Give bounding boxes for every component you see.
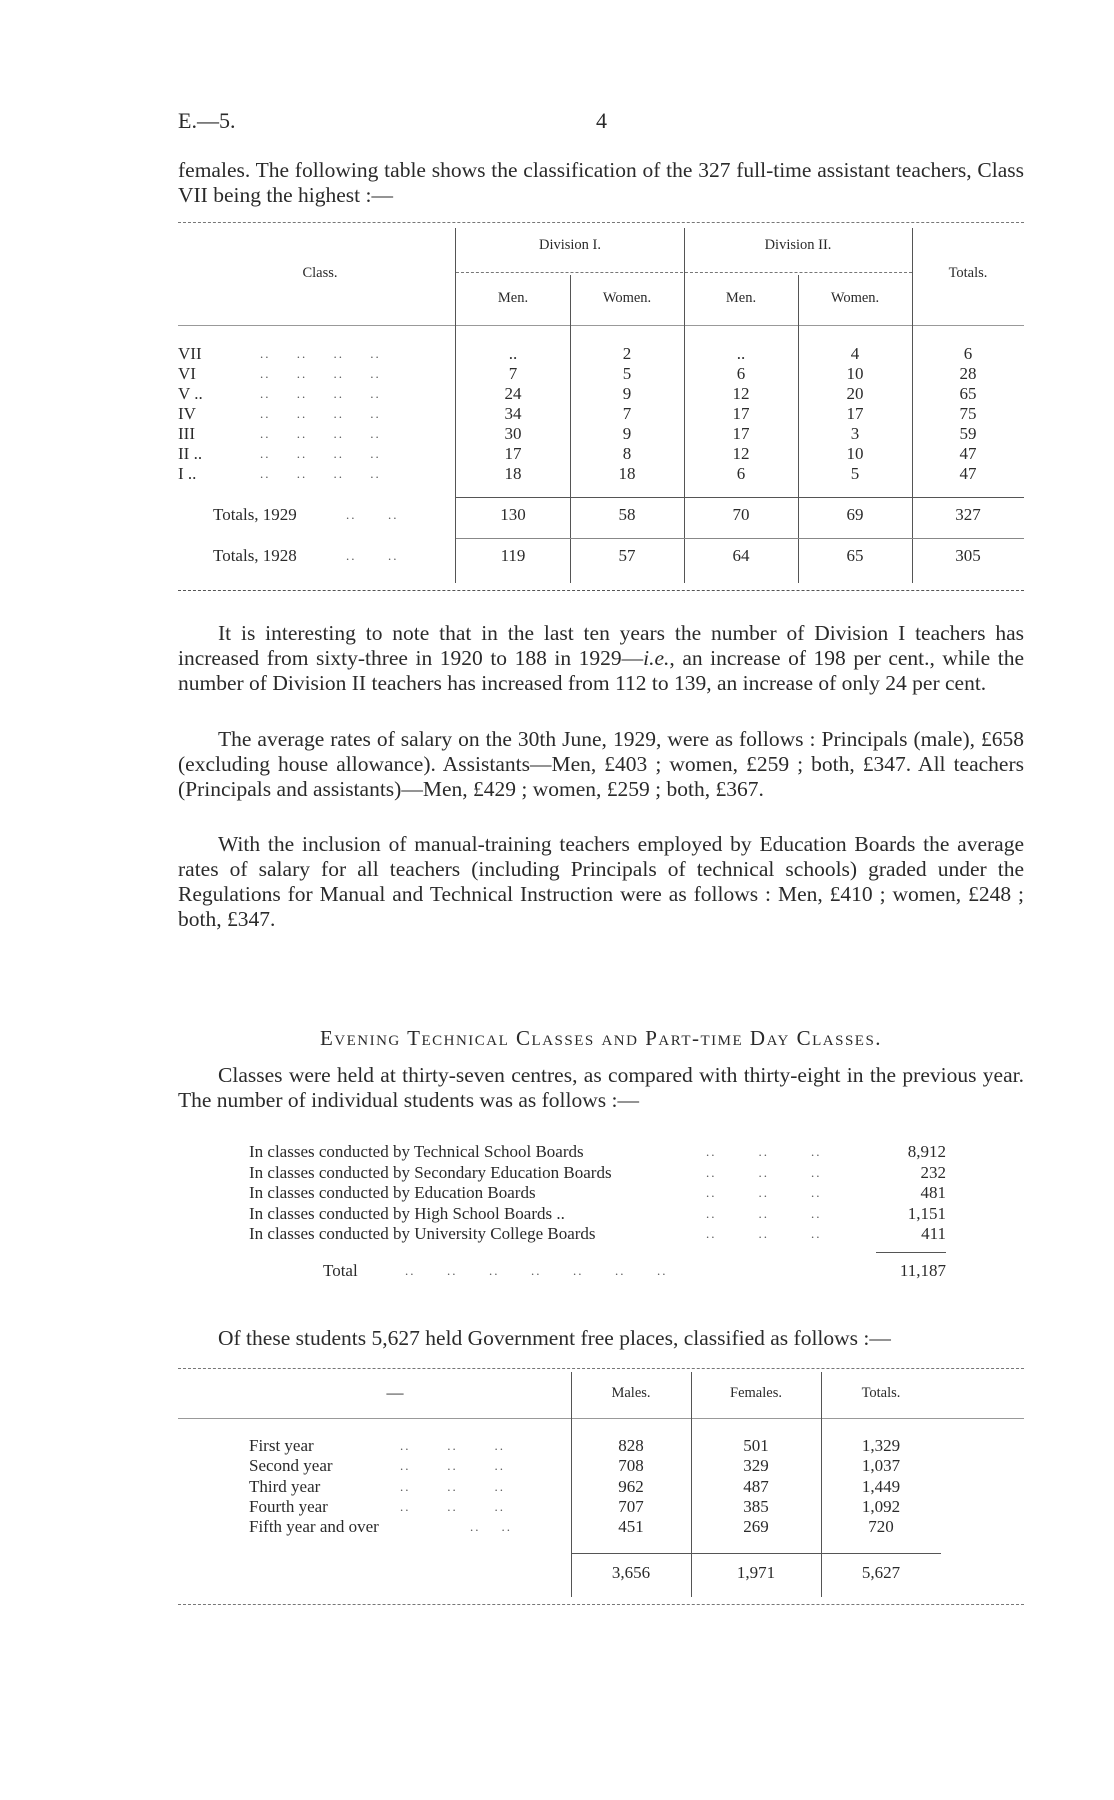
- totals-row-cell: 327: [955, 505, 981, 524]
- free-places-cell: 451: [618, 1517, 644, 1537]
- students-list-label: In classes conducted by High School Boards ..: [249, 1203, 565, 1223]
- class-row-cell: 24: [504, 384, 522, 403]
- totals-row-cell: 70: [732, 505, 750, 524]
- free-places-cell: 385: [743, 1496, 769, 1516]
- free-places-row-label: Third year: [249, 1476, 321, 1496]
- div1-men-header: Men.: [497, 290, 529, 306]
- students-list-label: In classes conducted by Education Boards: [249, 1183, 536, 1202]
- class-row-cell: 6: [963, 344, 973, 363]
- class-row-cell: 18: [504, 464, 522, 483]
- class-row-cell: 34: [504, 404, 522, 423]
- free-places-cell: 269: [743, 1517, 769, 1537]
- total-value: 11,187: [899, 1261, 946, 1280]
- males-header: Males.: [611, 1385, 651, 1401]
- free-places-row-label: Fourth year: [249, 1496, 328, 1516]
- class-row-cell: ..: [736, 344, 746, 363]
- class-row-label: VI: [178, 364, 196, 383]
- totals-header: Totals.: [948, 265, 988, 281]
- free-places-cell: 1,037: [861, 1456, 901, 1476]
- class-row-cell: 75: [959, 404, 977, 423]
- class-row-cell: 17: [504, 444, 522, 463]
- free-places-cell: 828: [618, 1436, 644, 1455]
- div2-men-header: Men.: [725, 290, 757, 306]
- class-row-cell: 10: [846, 364, 864, 383]
- class-row-cell: 8: [622, 444, 632, 463]
- free-places-row-label: Fifth year and over: [249, 1517, 379, 1537]
- division1-header: Division I.: [538, 237, 602, 253]
- class-row-label: IV: [178, 404, 196, 423]
- free-places-cell: 1,092: [861, 1496, 901, 1516]
- total-label: Total: [323, 1261, 358, 1280]
- class-row-cell: 30: [504, 424, 522, 443]
- class-row-cell: 17: [732, 404, 750, 423]
- totals-row-cell: 119: [500, 546, 526, 565]
- class-row-label: V ..: [178, 384, 203, 403]
- totals-row-cell: 65: [846, 546, 864, 565]
- free-places-cell: 501: [743, 1436, 769, 1455]
- paragraph-manual-training: With the inclusion of manual-training teachers employed by Education Boards the average rates of salary for all teachers (including Principals of technical schools) graded under the Regulations for Manual and Technical Instruction were as follows : Men, £410 ; women, £248 ; both, £347.: [178, 832, 1024, 931]
- class-row-cell: 9: [622, 384, 632, 403]
- students-list-value: 1,151: [907, 1203, 946, 1223]
- class-row-cell: 3: [850, 424, 860, 443]
- free-places-total-cell: 1,971: [736, 1563, 776, 1582]
- class-row-cell: 17: [846, 404, 864, 423]
- class-row-cell: 10: [846, 444, 864, 463]
- totals-row-cell: 64: [732, 546, 750, 565]
- intro-paragraph: females. The following table shows the classification of the 327 full-time assistant teachers, Class VII being the highest :—: [178, 158, 1024, 207]
- totals-row-cell: 58: [618, 505, 636, 524]
- document-reference: E.—5.: [178, 108, 236, 133]
- paragraph-salaries: The average rates of salary on the 30th June, 1929, were as follows : Principals (male), £658 (excluding house allowance). Assistants—Men, £403 ; women, £259 ; both, £347. All teachers (Principals and assistants)—Men, £429 ; women, £259 ; both, £367.: [178, 727, 1024, 801]
- class-row-cell: 7: [508, 364, 518, 383]
- class-row-cell: 18: [618, 464, 636, 483]
- females-header: Females.: [730, 1385, 782, 1401]
- free-places-total-cell: 5,627: [861, 1563, 901, 1582]
- paragraph-free-places: Of these students 5,627 held Government free places, classified as follows :—: [218, 1326, 891, 1350]
- class-row-cell: 47: [959, 444, 977, 463]
- totals-row-cell: 130: [500, 505, 526, 524]
- free-places-total-cell: 3,656: [611, 1563, 651, 1582]
- class-row-cell: 59: [959, 424, 977, 443]
- section-heading: Evening Technical Classes and Part-time Day Classes.: [319, 1026, 883, 1050]
- students-list-value: 232: [920, 1162, 946, 1182]
- class-row-cell: 28: [959, 364, 977, 383]
- free-places-cell: 1,329: [861, 1436, 901, 1455]
- div1-women-header: Women.: [602, 290, 652, 306]
- class-row-cell: 47: [959, 464, 977, 483]
- free-places-cell: 962: [618, 1476, 644, 1496]
- class-row-cell: ..: [508, 344, 518, 363]
- page-number: 4: [596, 108, 607, 133]
- class-row-cell: 5: [622, 364, 632, 383]
- paragraph-division-increase: It is interesting to note that in the last ten years the number of Division I teachers has increased from sixty-three in 1920 to 188 in 1929—i.e., an increase of 198 per cent., while the number of Division II teachers has increased from 112 to 139, an increase of only 24 per cent.: [178, 621, 1024, 695]
- class-row-cell: 6: [736, 464, 746, 483]
- class-row-cell: 12: [732, 384, 750, 403]
- class-header: Class.: [302, 265, 338, 281]
- students-list-label: In classes conducted by Secondary Education Boards: [249, 1162, 612, 1182]
- class-row-cell: 65: [959, 384, 977, 403]
- free-places-cell: 1,449: [861, 1476, 901, 1496]
- totals-row-cell: 69: [846, 505, 864, 524]
- class-row-label: III: [178, 424, 195, 443]
- free-places-cell: 329: [743, 1456, 769, 1476]
- students-list-value: 8,912: [907, 1142, 946, 1161]
- class-row-label: I ..: [178, 464, 197, 483]
- class-row-cell: 5: [850, 464, 860, 483]
- class-row-cell: 20: [846, 384, 864, 403]
- totals-row-label: Totals, 1929: [213, 505, 297, 524]
- class-row-cell: 17: [732, 424, 750, 443]
- class-row-cell: 2: [622, 344, 632, 363]
- free-places-row-label: Second year: [249, 1456, 333, 1476]
- students-list-label: In classes conducted by Technical School Boards: [249, 1142, 584, 1161]
- class-row-cell: 4: [850, 344, 860, 363]
- totals-header-2: Totals.: [861, 1385, 901, 1401]
- totals-row-cell: 305: [955, 546, 981, 565]
- students-list-value: 411: [921, 1224, 946, 1243]
- class-row-cell: 12: [732, 444, 750, 463]
- class-row-cell: 6: [736, 364, 746, 383]
- class-row-label: II ..: [178, 444, 203, 463]
- free-places-cell: 487: [743, 1476, 769, 1496]
- div2-women-header: Women.: [830, 290, 880, 306]
- paragraph-centres: Classes were held at thirty-seven centres, as compared with thirty-eight in the previous year. The number of individual students was as follows :—: [178, 1063, 1024, 1112]
- free-places-cell: 720: [868, 1517, 894, 1537]
- class-row-cell: 7: [622, 404, 632, 423]
- students-list-label: In classes conducted by University College Boards: [249, 1224, 596, 1243]
- blank-header: —: [386, 1383, 404, 1402]
- totals-row-cell: 57: [618, 546, 636, 565]
- class-row-label: VII: [178, 344, 202, 363]
- free-places-row-label: First year: [249, 1436, 314, 1455]
- free-places-cell: 708: [618, 1456, 644, 1476]
- students-list-value: 481: [920, 1183, 946, 1202]
- free-places-cell: 707: [618, 1496, 644, 1516]
- division2-header: Division II.: [764, 237, 832, 253]
- class-row-cell: 9: [622, 424, 632, 443]
- totals-row-label: Totals, 1928: [213, 546, 297, 565]
